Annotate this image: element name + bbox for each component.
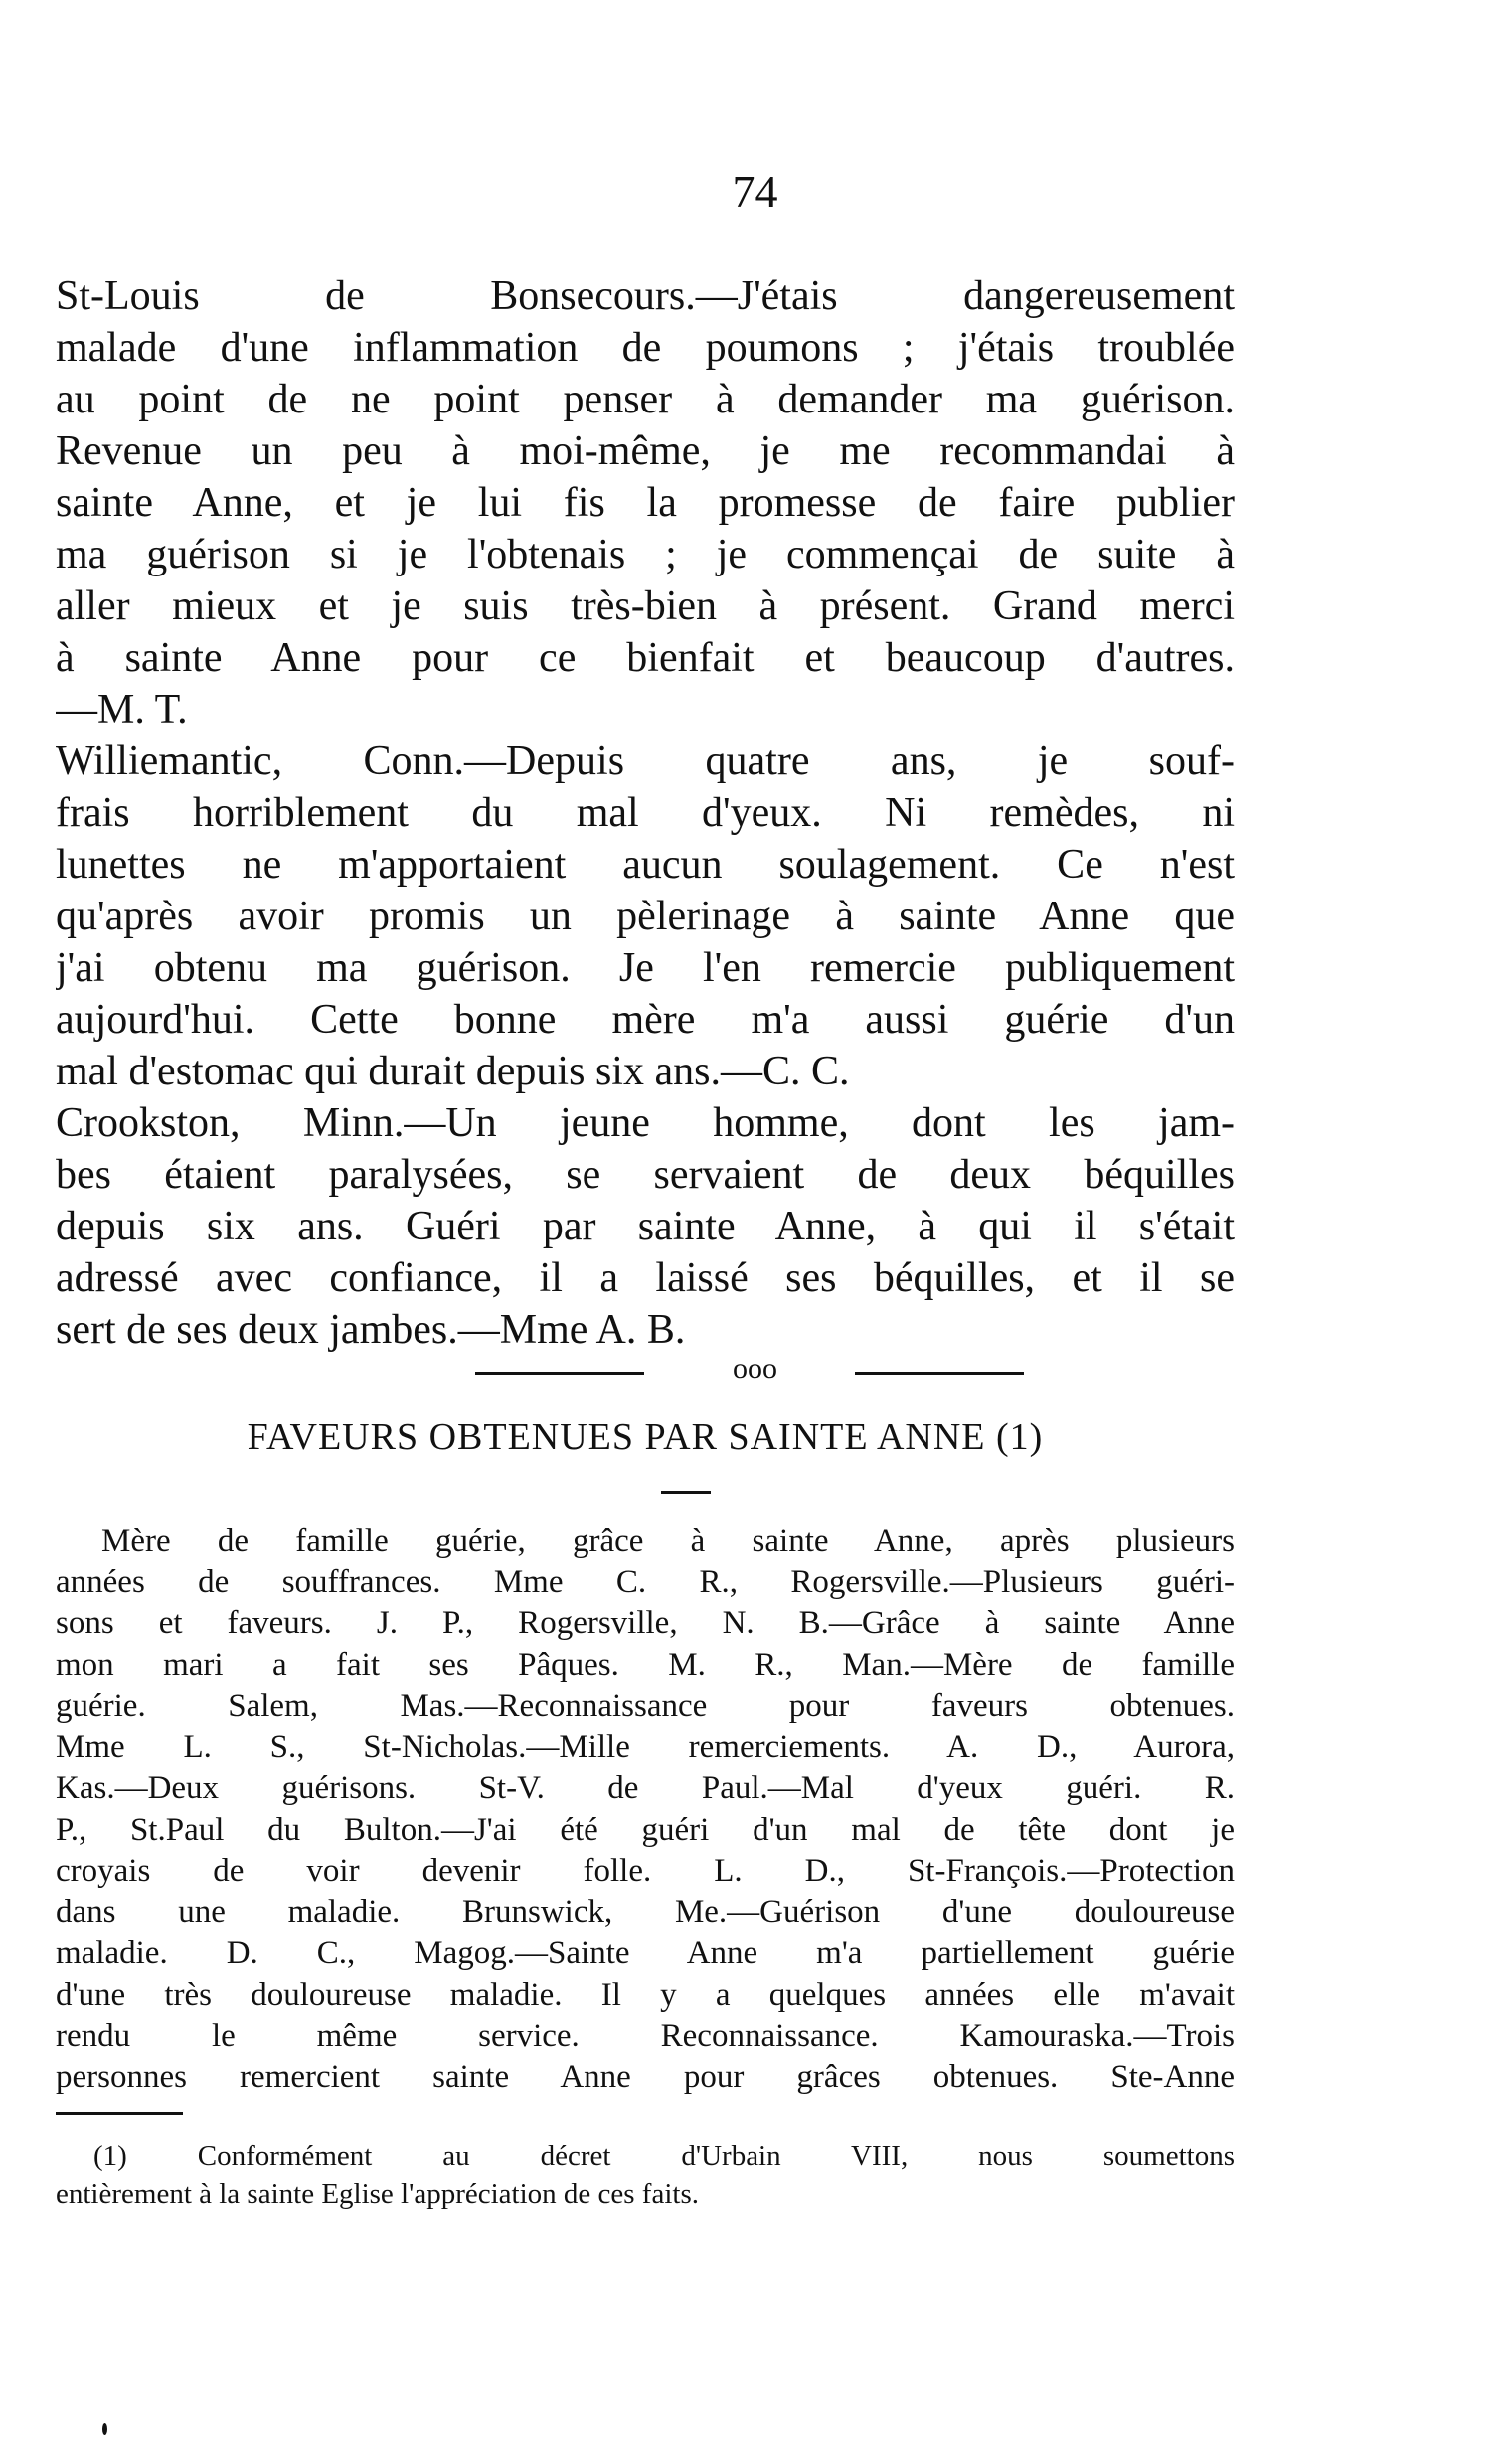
page-number: 74 <box>732 166 778 217</box>
text-line: malade d'une inflammation de poumons ; j'étais troublée <box>56 325 1235 371</box>
text-line: aujourd'hui. Cette bonne mère m'a aussi guérie d'un <box>56 997 1235 1043</box>
footnote-line: (1) Conformément au décret d'Urbain VIII, nous soumettons <box>93 2140 1235 2172</box>
text-line: personnes remercient sainte Anne pour grâces obtenues. Ste-Anne <box>56 2058 1235 2095</box>
heading-dash <box>661 1491 711 1494</box>
text-line: qu'après avoir promis un pèlerinage à sainte Anne que <box>56 894 1235 939</box>
text-line: d'une très douloureuse maladie. Il y a quelques années elle m'avait <box>56 1976 1235 2013</box>
text-line: Revenue un peu à moi-même, je me recommandai à <box>56 428 1235 474</box>
footnote-line: entièrement à la sainte Eglise l'appréciation de ces faits. <box>56 2178 699 2210</box>
testimonials-text <box>56 270 1235 1356</box>
text-line: sons et faveurs. J. P., Rogersville, N. B.—Grâce à sainte Anne <box>56 1605 1235 1641</box>
text-line: Williemantic, Conn.—Depuis quatre ans, je souf- <box>56 739 1235 784</box>
separator-rule-right <box>855 1372 1024 1375</box>
text-line: frais horriblement du mal d'yeux. Ni remèdes, ni <box>56 790 1235 836</box>
text-line: adressé avec confiance, il a laissé ses béquilles, et il se <box>56 1255 1235 1301</box>
text-line: Kas.—Deux guérisons. St-V. de Paul.—Mal d'yeux guéri. R. <box>56 1770 1235 1806</box>
text-line: P., St.Paul du Bulton.—J'ai été guéri d'un mal de tête dont je <box>56 1811 1235 1848</box>
text-line: sainte Anne, et je lui fis la promesse de faire publier <box>56 480 1235 526</box>
text-line: mal d'estomac qui durait depuis six ans.—C. C. <box>56 1049 850 1094</box>
text-line: —M. T. <box>56 687 188 733</box>
text-line: mon mari a fait ses Pâques. M. R., Man.—Mère de famille <box>56 1646 1235 1683</box>
text-line: croyais de voir devenir folle. L. D., St-François.—Protection <box>56 1853 1235 1889</box>
text-line: Mère de famille guérie, grâce à sainte Anne, après plusieurs <box>101 1523 1235 1559</box>
text-line: ma guérison si je l'obtenais ; je commençai de suite à <box>56 532 1235 577</box>
text-line: depuis six ans. Guéri par sainte Anne, à qui il s'était <box>56 1204 1235 1249</box>
text-line: rendu le même service. Reconnaissance. Kamouraska.—Trois <box>56 2018 1235 2053</box>
page-speck <box>102 2423 107 2435</box>
footnote-rule <box>56 2112 183 2115</box>
text-line: à sainte Anne pour ce bienfait et beaucoup d'autres. <box>56 635 1235 681</box>
text-line: j'ai obtenu ma guérison. Je l'en remercie publiquement <box>56 945 1235 991</box>
text-line: Crookston, Minn.—Un jeune homme, dont les jam- <box>56 1100 1235 1146</box>
text-line: maladie. D. C., Magog.—Sainte Anne m'a partiellement guérie <box>56 1935 1235 1971</box>
text-line: au point de ne point penser à demander ma guérison. <box>56 377 1235 422</box>
text-line: bes étaient paralysées, se servaient de deux béquilles <box>56 1152 1235 1198</box>
heading-text: FAVEURS OBTENUES PAR SAINTE ANNE (1) <box>247 1416 1044 1458</box>
text-line: guérie. Salem, Mas.—Reconnaissance pour faveurs obtenues. <box>56 1688 1235 1724</box>
text-line: sert de ses deux jambes.—Mme A. B. <box>56 1307 686 1353</box>
text-line: aller mieux et je suis très-bien à présent. Grand merci <box>56 583 1235 629</box>
section-heading <box>56 1409 1235 1465</box>
favours-list-text <box>56 1521 1235 2098</box>
separator-ornament: ooo <box>733 1352 777 1385</box>
text-line: dans une maladie. Brunswick, Me.—Guérison d'une douloureuse <box>56 1893 1235 1930</box>
footnote-text <box>56 2137 1235 2213</box>
text-line: Mme L. S., St-Nicholas.—Mille remerciements. A. D., Aurora, <box>56 1728 1235 1765</box>
text-line: lunettes ne m'apportaient aucun soulagement. Ce n'est <box>56 842 1235 888</box>
text-line: années de souffrances. Mme C. R., Rogersville.—Plusieurs guéri- <box>56 1563 1235 1600</box>
text-line: St-Louis de Bonsecours.—J'étais dangereusement <box>56 273 1235 319</box>
